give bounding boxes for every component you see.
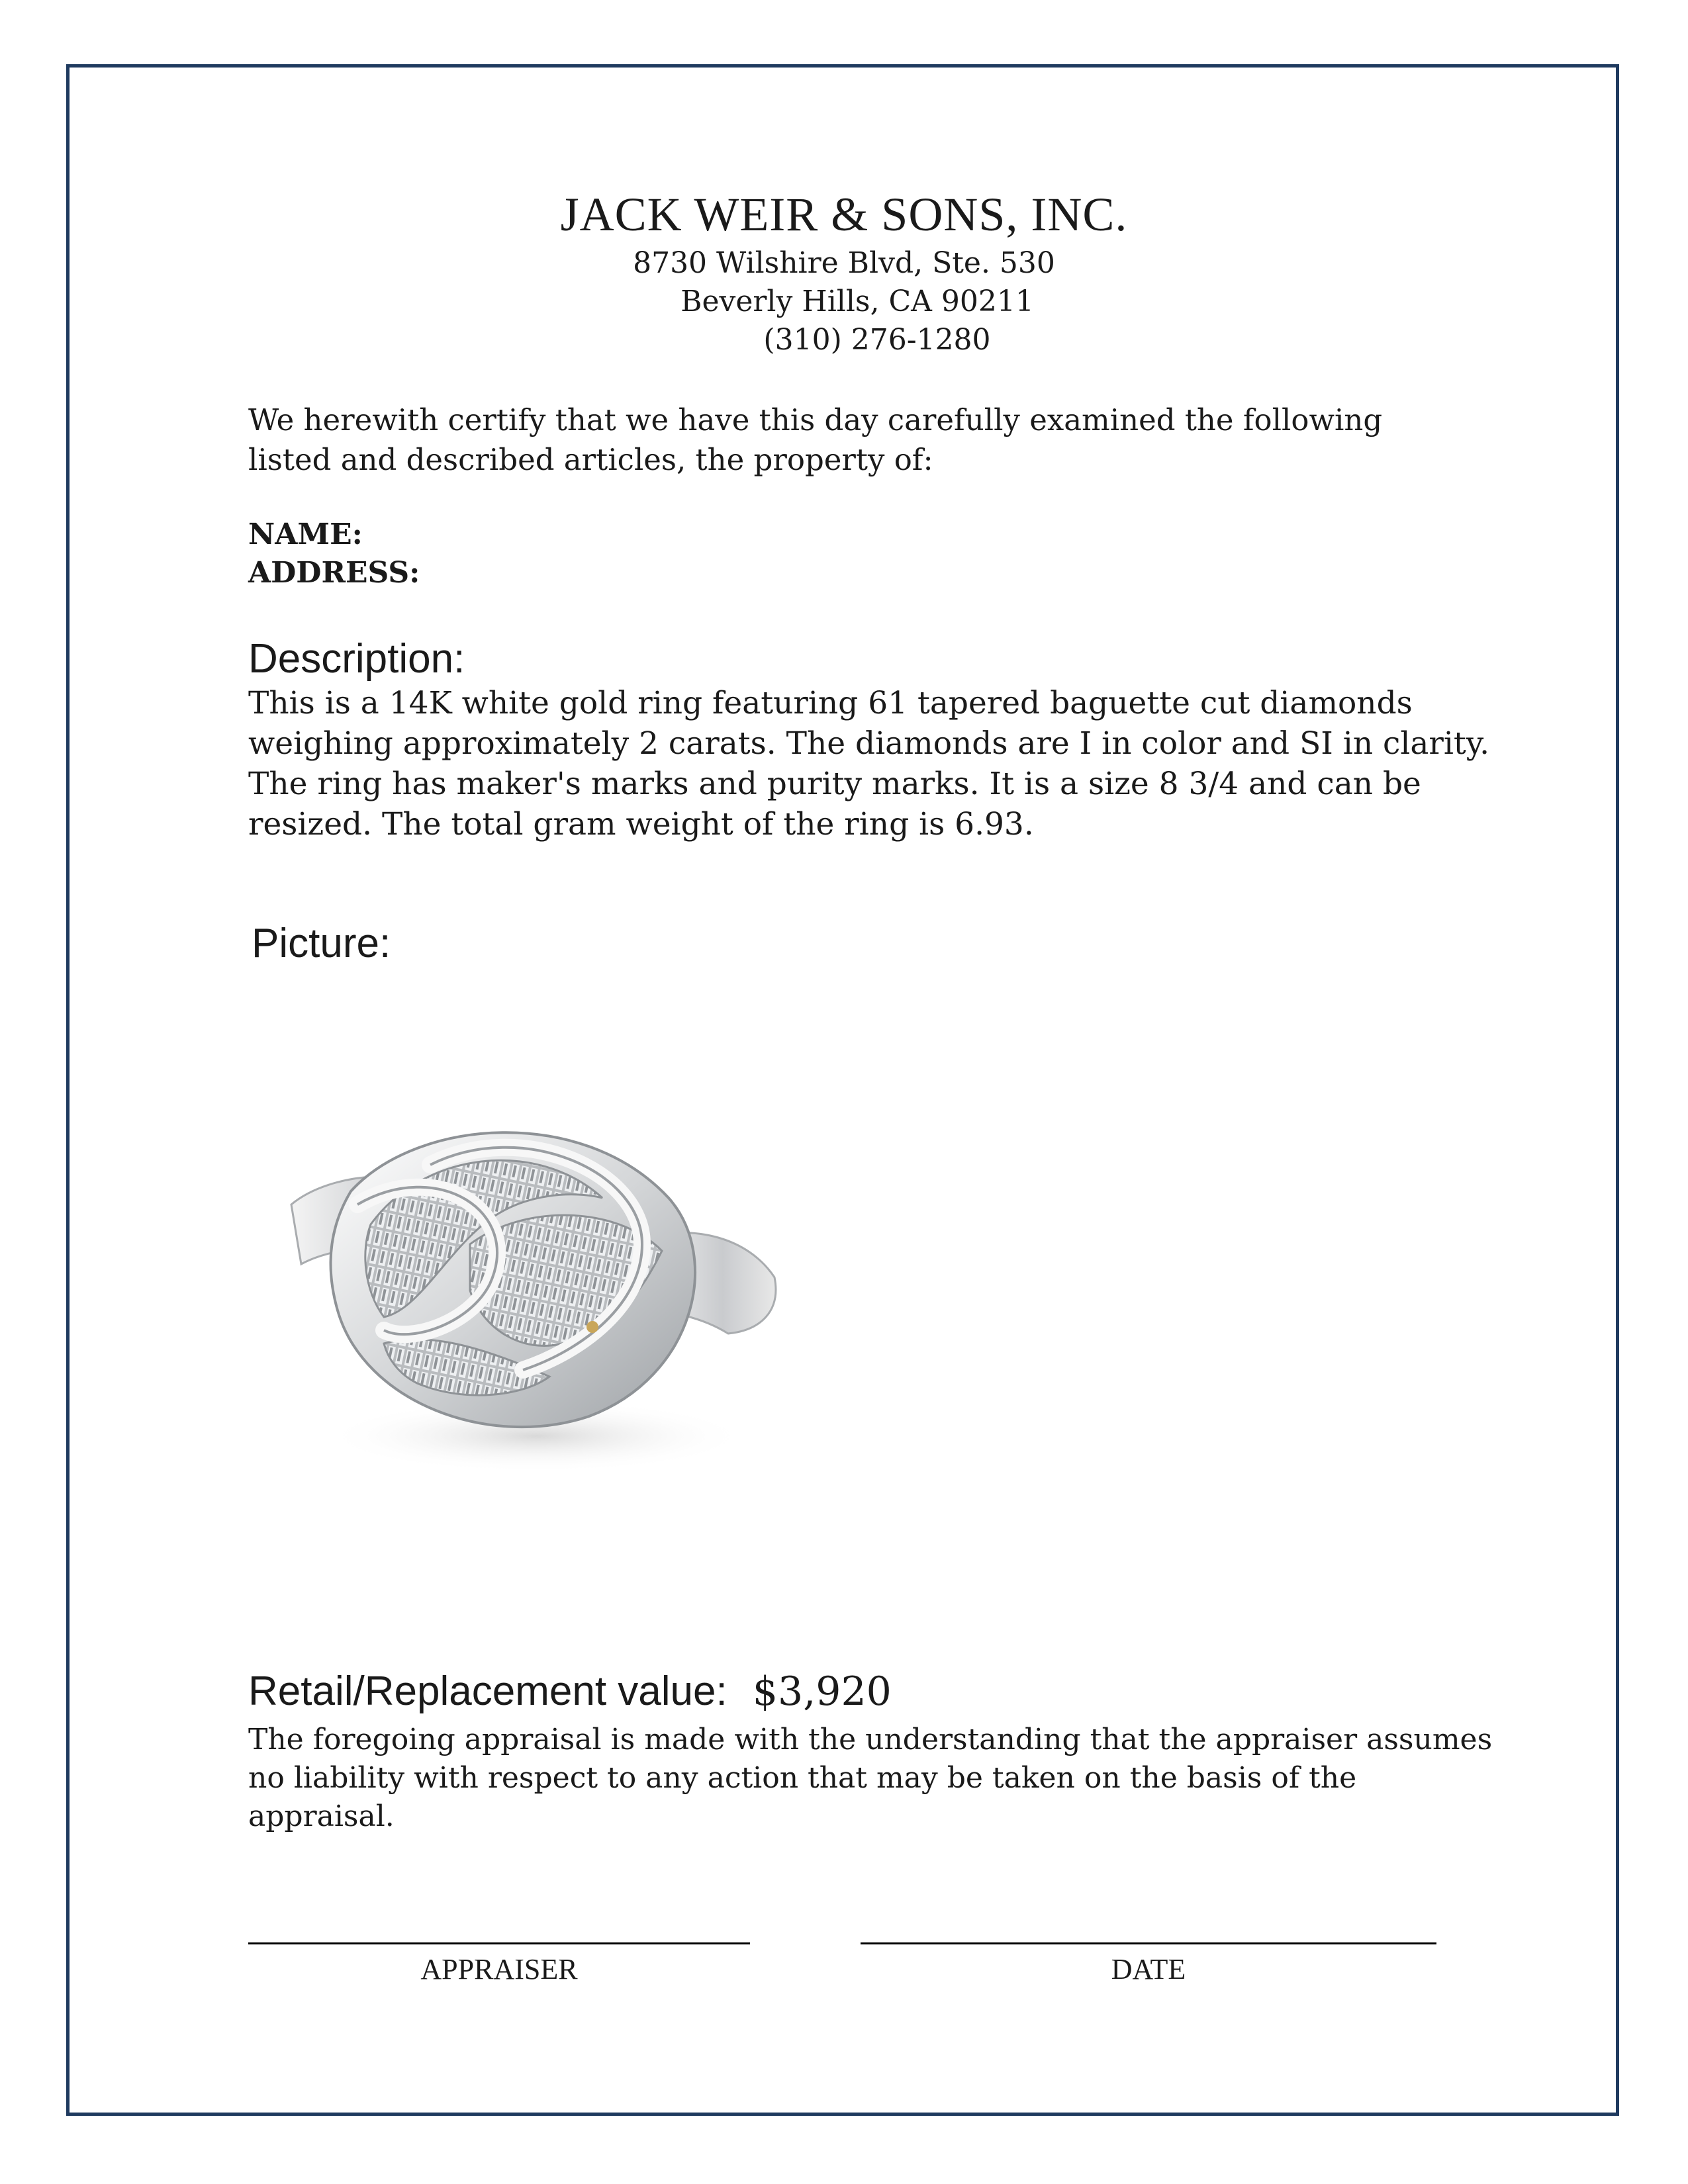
appraiser-signature-line bbox=[248, 1942, 750, 1944]
certification-text: We herewith certify that we have this day carefully examined the following listed and described articles, the property of: bbox=[248, 402, 1383, 477]
picture-heading: Picture: bbox=[252, 921, 391, 966]
address-label: ADDRESS: bbox=[248, 556, 420, 590]
appraiser-label: APPRAISER bbox=[420, 1953, 578, 1985]
address-line-2: Beverly Hills, CA 90211 bbox=[680, 285, 1034, 318]
retail-value-line bbox=[248, 1668, 892, 1715]
ring-photo bbox=[271, 1092, 794, 1476]
disclaimer-text: The foregoing appraisal is made with the understanding that the appraiser assumes no liability with respect to any action that may be taken on the basis of the appraisal. bbox=[248, 1723, 1493, 1833]
description-heading: Description: bbox=[248, 636, 465, 682]
date-label: DATE bbox=[1111, 1953, 1186, 1985]
company-name: JACK WEIR & SONS, INC. bbox=[560, 188, 1128, 241]
name-label: NAME: bbox=[248, 518, 363, 551]
description-text: This is a 14K white gold ring featuring 61 tapered baguette cut diamonds weighing approximately 2 carats. The diamonds are I in color and SI in clarity. The ring has maker's marks and purity marks. It is a size 8 3/4 and can be resized. The total gram weight of the ring is 6.93. bbox=[248, 685, 1490, 842]
retail-value-label: Retail/Replacement value: bbox=[248, 1668, 727, 1714]
retail-value-amount: $3,920 bbox=[752, 1668, 892, 1715]
phone-number: (310) 276-1280 bbox=[763, 323, 991, 357]
ring-head bbox=[331, 1132, 695, 1427]
date-signature-line bbox=[861, 1942, 1436, 1944]
address-line-1: 8730 Wilshire Blvd, Ste. 530 bbox=[633, 246, 1055, 280]
